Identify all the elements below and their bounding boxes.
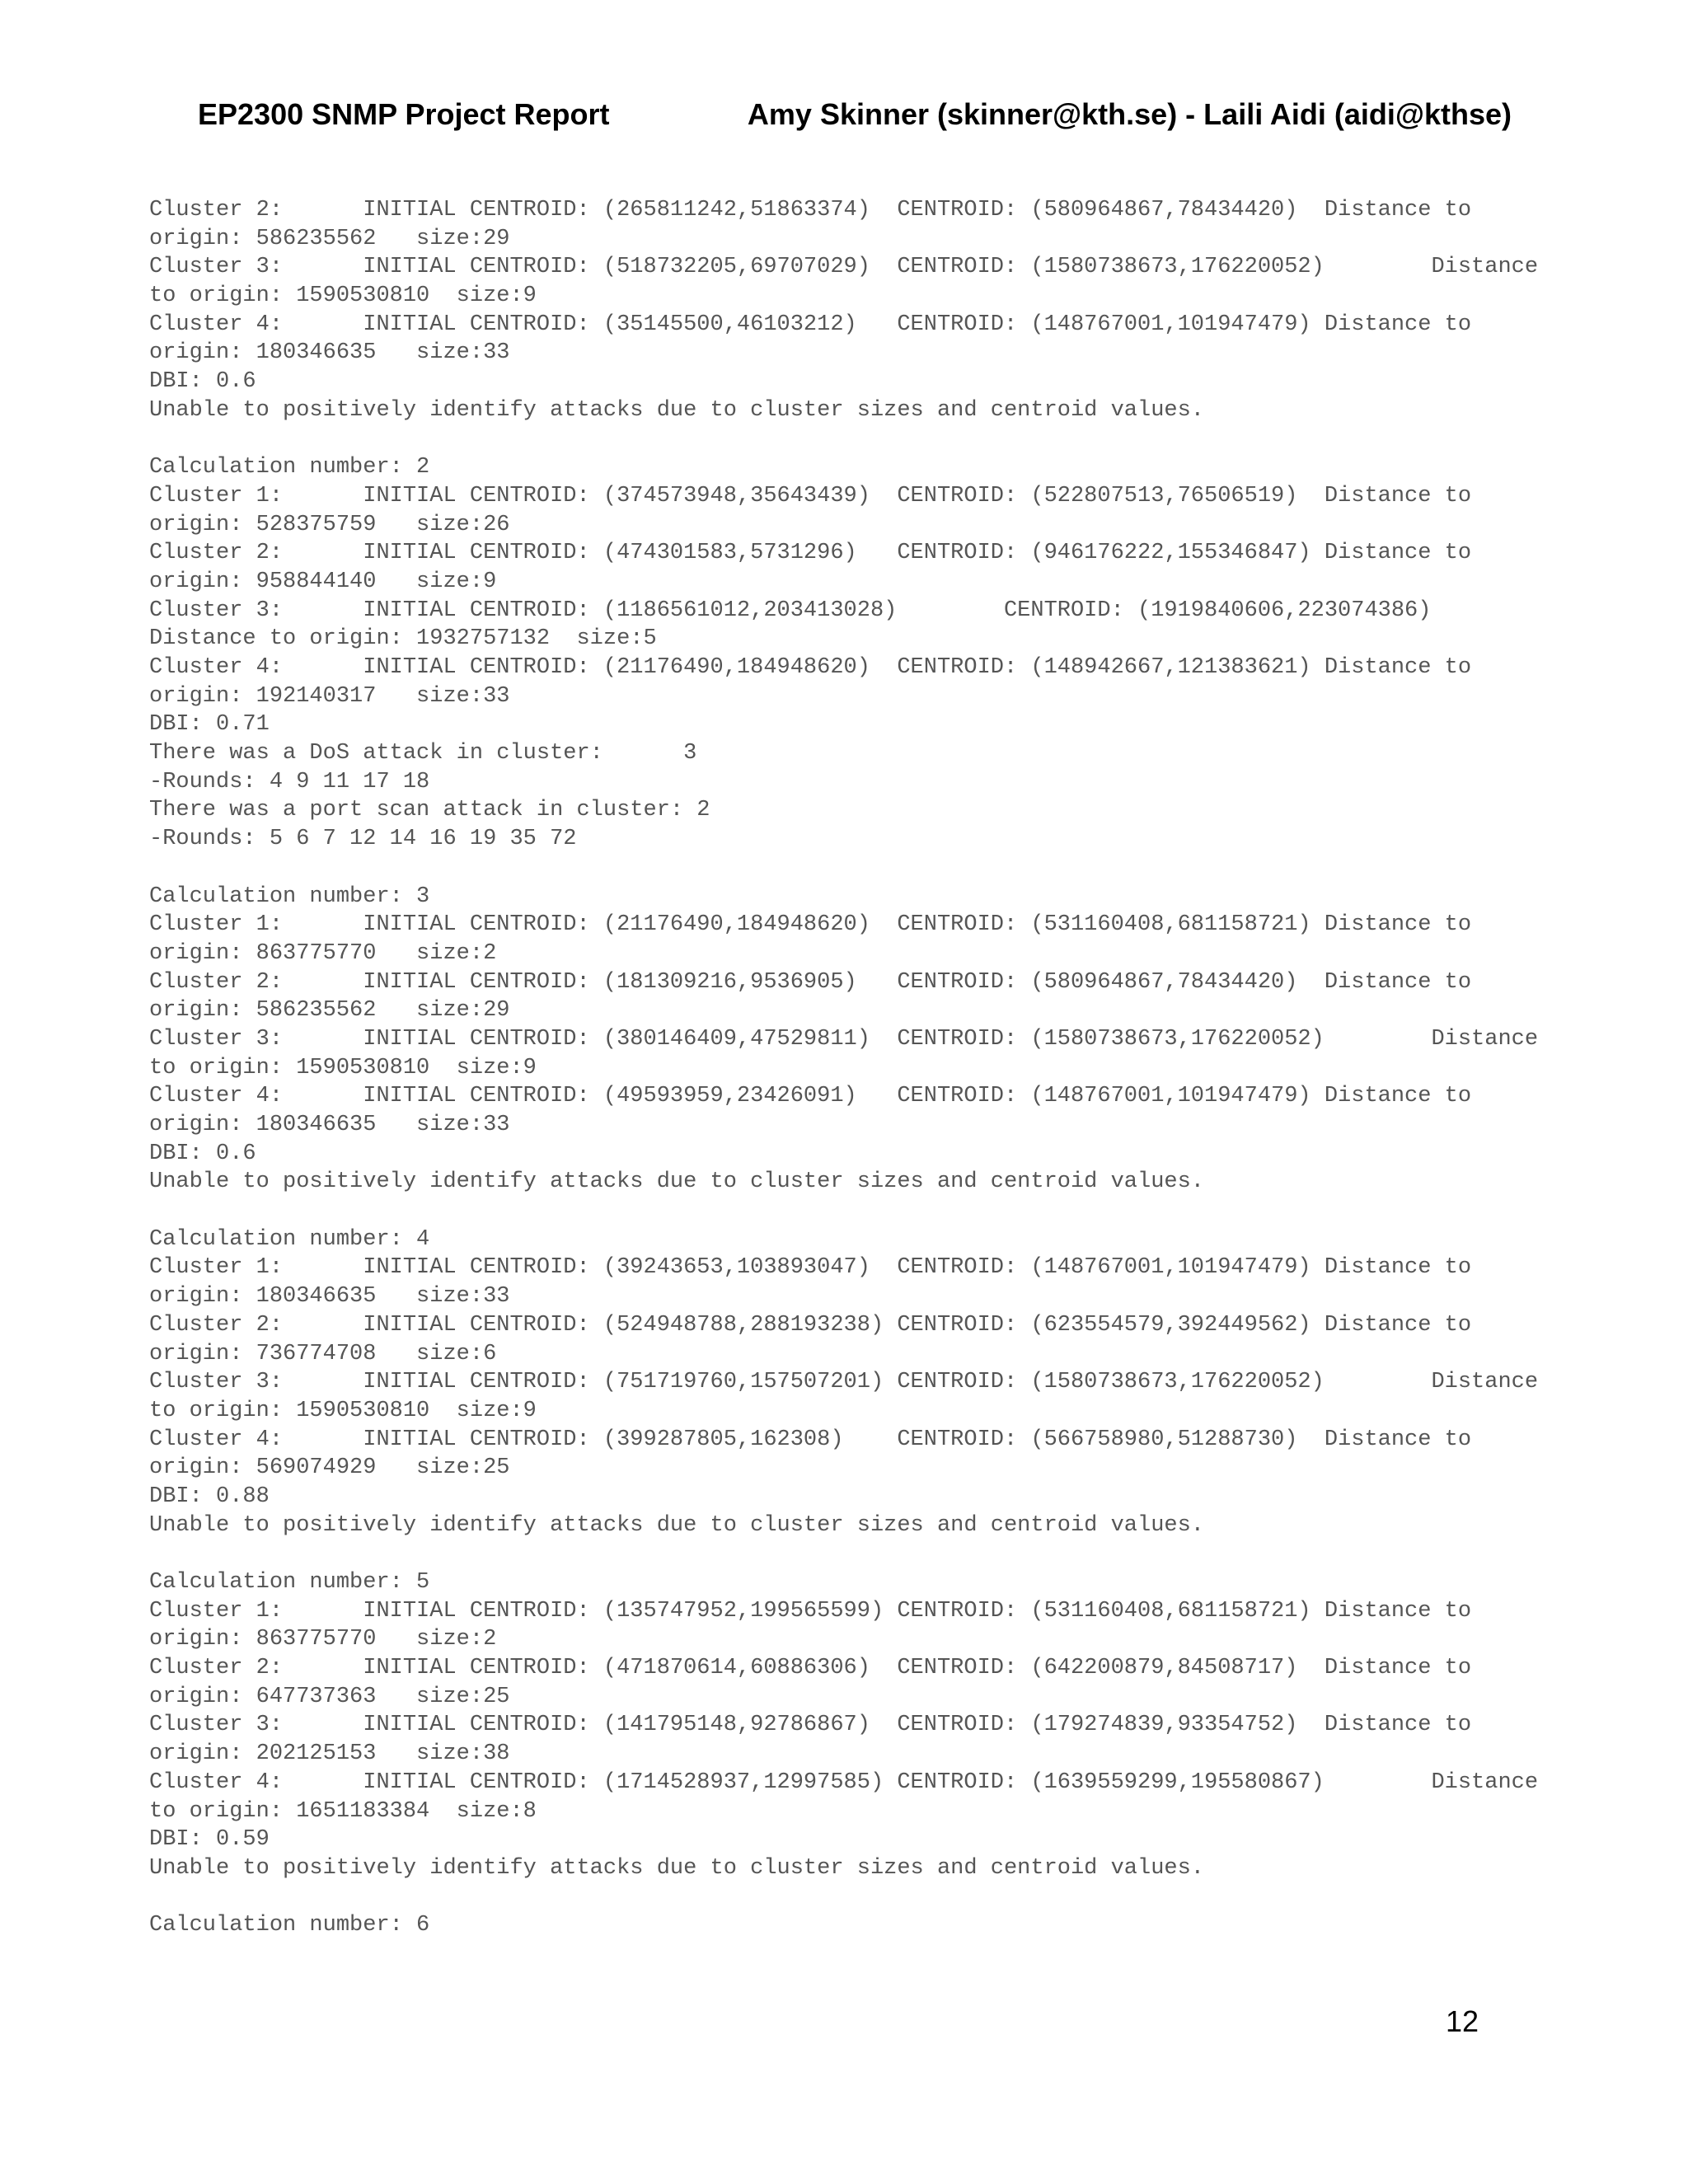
output-line: Cluster 4: INITIAL CENTROID: (21176490,184948620) CENTROID: (148942667,121383621) Distance to [149, 655, 1472, 680]
output-line: origin: 647737363 size:25 [149, 1684, 510, 1709]
output-line: -Rounds: 5 6 7 12 14 16 19 35 72 [149, 827, 577, 852]
output-line: Cluster 2: INITIAL CENTROID: (471870614,60886306) CENTROID: (642200879,84508717) Distance to [149, 1656, 1472, 1681]
blank-line [149, 1540, 1550, 1568]
output-line: Cluster 1: INITIAL CENTROID: (374573948,35643439) CENTROID: (522807513,76506519) Distance to [149, 483, 1472, 509]
output-line: origin: 180346635 size:33 [149, 1113, 510, 1137]
output-line: origin: 863775770 size:2 [149, 940, 497, 966]
output-line: Calculation number: 3 [149, 883, 430, 909]
output-line: origin: 202125153 size:38 [149, 1741, 510, 1767]
output-line: Cluster 1: INITIAL CENTROID: (21176490,184948620) CENTROID: (531160408,681158721) Distance to [149, 912, 1472, 938]
output-line: Cluster 4: INITIAL CENTROID: (49593959,23426091) CENTROID: (148767001,101947479) Distance to [149, 1084, 1472, 1109]
output-line: to origin: 1651183384 size:8 [149, 1798, 537, 1824]
blank-line [149, 1883, 1550, 1912]
output-line: -Rounds: 4 9 11 17 18 [149, 769, 430, 794]
output-line: to origin: 1590530810 size:9 [149, 1398, 537, 1423]
output-line: Calculation number: 2 [149, 455, 430, 480]
output-line: Cluster 3: INITIAL CENTROID: (380146409,47529811) CENTROID: (1580738673,176220052) Distance [149, 1026, 1539, 1052]
output-line: There was a port scan attack in cluster: 2 [149, 798, 710, 823]
output-line: Cluster 2: INITIAL CENTROID: (181309216,9536905) CENTROID: (580964867,78434420) Distance to [149, 969, 1472, 995]
output-line: Unable to positively identify attacks due to cluster sizes and centroid values. [149, 1855, 1205, 1881]
report-title: EP2300 SNMP Project Report [198, 97, 610, 131]
output-line: There was a DoS attack in cluster: 3 [149, 741, 697, 766]
output-line: Cluster 2: INITIAL CENTROID: (265811242,51863374) CENTROID: (580964867,78434420) Distance to [149, 198, 1472, 223]
output-line: DBI: 0.6 [149, 1141, 256, 1166]
page-header [198, 97, 1512, 132]
page-number: 12 [1445, 2004, 1479, 2038]
output-line: origin: 958844140 size:9 [149, 569, 497, 594]
output-line: Cluster 4: INITIAL CENTROID: (35145500,46103212) CENTROID: (148767001,101947479) Distance to [149, 312, 1472, 337]
blank-line [149, 1197, 1550, 1226]
report-authors: Amy Skinner (skinner@kth.se) - Laili Aidi (aidi@kthse) [747, 97, 1512, 131]
output-line: Cluster 3: INITIAL CENTROID: (751719760,157507201) CENTROID: (1580738673,176220052) Distance [149, 1370, 1539, 1395]
output-line: to origin: 1590530810 size:9 [149, 1055, 537, 1080]
output-line: Cluster 3: INITIAL CENTROID: (518732205,69707029) CENTROID: (1580738673,176220052) Distance [149, 255, 1539, 280]
output-line: origin: 569074929 size:25 [149, 1455, 510, 1481]
blank-line [149, 425, 1550, 454]
output-line: to origin: 1590530810 size:9 [149, 284, 537, 309]
output-line: origin: 180346635 size:33 [149, 1284, 510, 1310]
output-line: Calculation number: 4 [149, 1226, 430, 1252]
output-line: origin: 528375759 size:26 [149, 512, 510, 537]
output-line: Calculation number: 6 [149, 1913, 430, 1938]
output-line: Cluster 3: INITIAL CENTROID: (1186561012,203413028) CENTROID: (1919840606,223074386) [149, 598, 1432, 623]
output-line: Cluster 2: INITIAL CENTROID: (474301583,5731296) CENTROID: (946176222,155346847) Distance to [149, 541, 1472, 566]
output-line: origin: 180346635 size:33 [149, 340, 510, 366]
output-line: origin: 586235562 size:29 [149, 998, 510, 1024]
output-line: origin: 586235562 size:29 [149, 226, 510, 251]
output-line: Calculation number: 5 [149, 1570, 430, 1595]
output-line: origin: 736774708 size:6 [149, 1341, 497, 1366]
output-line: Cluster 1: INITIAL CENTROID: (135747952,199565599) CENTROID: (531160408,681158721) Distance to [149, 1598, 1472, 1624]
output-line: Cluster 1: INITIAL CENTROID: (39243653,103893047) CENTROID: (148767001,101947479) Distance to [149, 1255, 1472, 1281]
output-line: DBI: 0.59 [149, 1827, 270, 1853]
output-line: Cluster 4: INITIAL CENTROID: (1714528937,12997585) CENTROID: (1639559299,195580867) Distance [149, 1769, 1539, 1795]
output-line: Cluster 2: INITIAL CENTROID: (524948788,288193238) CENTROID: (623554579,392449562) Distance to [149, 1312, 1472, 1338]
blank-line [149, 854, 1550, 883]
output-line: origin: 192140317 size:33 [149, 683, 510, 709]
output-line: Cluster 4: INITIAL CENTROID: (399287805,162308) CENTROID: (566758980,51288730) Distance to [149, 1427, 1472, 1452]
output-line: Unable to positively identify attacks due to cluster sizes and centroid values. [149, 1169, 1205, 1195]
output-line: Distance to origin: 1932757132 size:5 [149, 626, 657, 652]
output-line: origin: 863775770 size:2 [149, 1627, 497, 1652]
output-line: Cluster 3: INITIAL CENTROID: (141795148,92786867) CENTROID: (179274839,93354752) Distance to [149, 1713, 1472, 1738]
output-line: DBI: 0.6 [149, 369, 256, 395]
output-line: DBI: 0.88 [149, 1483, 270, 1509]
output-line: Unable to positively identify attacks due to cluster sizes and centroid values. [149, 1512, 1205, 1538]
output-line: DBI: 0.71 [149, 712, 270, 738]
output-line: Unable to positively identify attacks due to cluster sizes and centroid values. [149, 397, 1205, 423]
clustering-output [149, 196, 1550, 1940]
